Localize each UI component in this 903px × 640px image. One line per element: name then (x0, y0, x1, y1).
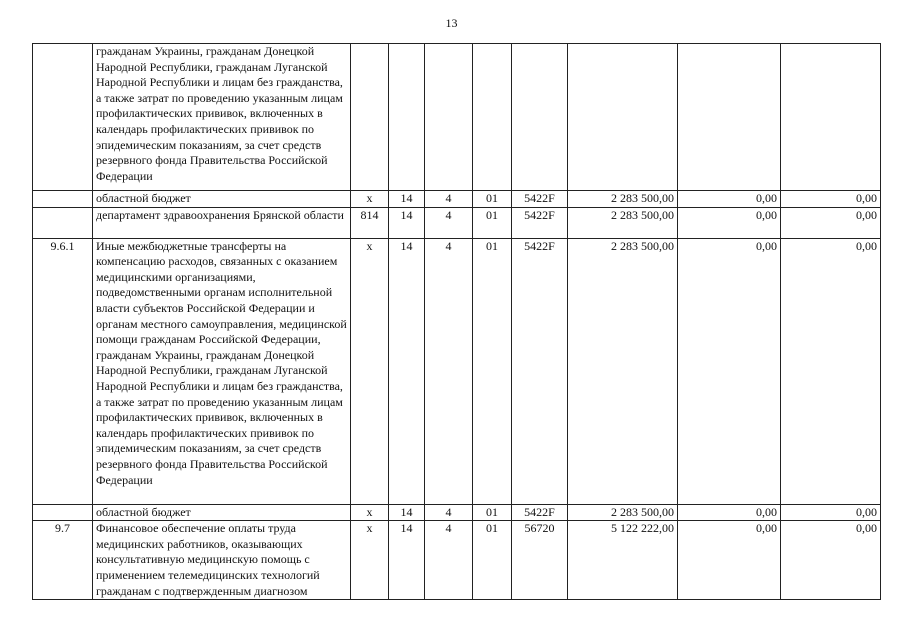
subsection-code: 4 (425, 191, 473, 208)
table-row (33, 521, 881, 600)
amount-year2: 0,00 (678, 238, 781, 504)
table-row (33, 191, 881, 208)
target-code-part1 (473, 44, 512, 191)
amount-year2: 0,00 (678, 207, 781, 238)
amount-year3: 0,00 (781, 238, 881, 504)
amount-year3 (781, 44, 881, 191)
target-code-part1: 01 (473, 521, 512, 600)
row-description: департамент здравоохранения Брянской области (93, 207, 351, 238)
section-code: 14 (389, 521, 425, 600)
target-code-part2: 5422F (512, 207, 568, 238)
row-number (33, 207, 93, 238)
target-code-part2: 56720 (512, 521, 568, 600)
amount-year1: 2 283 500,00 (568, 504, 678, 521)
section-code: 14 (389, 191, 425, 208)
section-code: 14 (389, 207, 425, 238)
row-number (33, 191, 93, 208)
target-code-part1: 01 (473, 238, 512, 504)
row-description: Финансовое обеспечение оплаты труда медицинских работников, оказывающих консультативную медицинскую помощь с применением телемедицинских технологий гражданам с подтвержденным диагнозом (93, 521, 351, 600)
target-code-part1: 01 (473, 504, 512, 521)
row-number: 9.6.1 (33, 238, 93, 504)
target-code-part1: 01 (473, 207, 512, 238)
target-code-part2: 5422F (512, 238, 568, 504)
row-number: 9.7 (33, 521, 93, 600)
grbs-code: x (351, 504, 389, 521)
section-code: 14 (389, 504, 425, 521)
grbs-code (351, 44, 389, 191)
grbs-code: x (351, 191, 389, 208)
row-number (33, 504, 93, 521)
amount-year3: 0,00 (781, 207, 881, 238)
amount-year2 (678, 44, 781, 191)
table-row (33, 504, 881, 521)
amount-year2: 0,00 (678, 504, 781, 521)
target-code-part2 (512, 44, 568, 191)
amount-year1: 2 283 500,00 (568, 207, 678, 238)
grbs-code: x (351, 238, 389, 504)
subsection-code: 4 (425, 521, 473, 600)
amount-year1: 2 283 500,00 (568, 191, 678, 208)
row-description: гражданам Украины, гражданам Донецкой Народной Республики, гражданам Луганской Народной Республики и лицам без гражданства, а также затрат по проведению указанным лицам профилактических прививок, включенных в календарь профилактических прививок по эпидемическим показаниям, за счет средств резервного фонда Правительства Российской Федерации (93, 44, 351, 191)
amount-year1: 5 122 222,00 (568, 521, 678, 600)
table-row (33, 44, 881, 191)
amount-year3: 0,00 (781, 191, 881, 208)
section-code: 14 (389, 238, 425, 504)
target-code-part1: 01 (473, 191, 512, 208)
row-description: Иные межбюджетные трансферты на компенсацию расходов, связанных с оказанием медицинскими организациями, подведомственными органам исполнительной власти субъектов Российской Федерации и органам местного самоуправления, медицинской помощи гражданам Российской Федерации, гражданам Украины, гражданам Донецкой Народной Республики, гражданам Луганской Народной Республики и лицам без гражданства, а также затрат по проведению указанным лицам профилактических прививок, включенных в календарь профилактических прививок по эпидемическим показаниям, за счет средств резервного фонда Правительства Российской Федерации (93, 238, 351, 504)
budget-table (32, 43, 881, 600)
amount-year2: 0,00 (678, 191, 781, 208)
row-description: областной бюджет (93, 191, 351, 208)
page-number: 13 (445, 16, 458, 30)
table-row (33, 238, 881, 504)
amount-year2: 0,00 (678, 521, 781, 600)
grbs-code: 814 (351, 207, 389, 238)
amount-year3: 0,00 (781, 521, 881, 600)
amount-year1 (568, 44, 678, 191)
target-code-part2: 5422F (512, 191, 568, 208)
grbs-code: x (351, 521, 389, 600)
row-description: областной бюджет (93, 504, 351, 521)
row-number (33, 44, 93, 191)
subsection-code: 4 (425, 504, 473, 521)
table-row (33, 207, 881, 238)
subsection-code: 4 (425, 207, 473, 238)
subsection-code (425, 44, 473, 191)
subsection-code: 4 (425, 238, 473, 504)
amount-year1: 2 283 500,00 (568, 238, 678, 504)
section-code (389, 44, 425, 191)
amount-year3: 0,00 (781, 504, 881, 521)
target-code-part2: 5422F (512, 504, 568, 521)
